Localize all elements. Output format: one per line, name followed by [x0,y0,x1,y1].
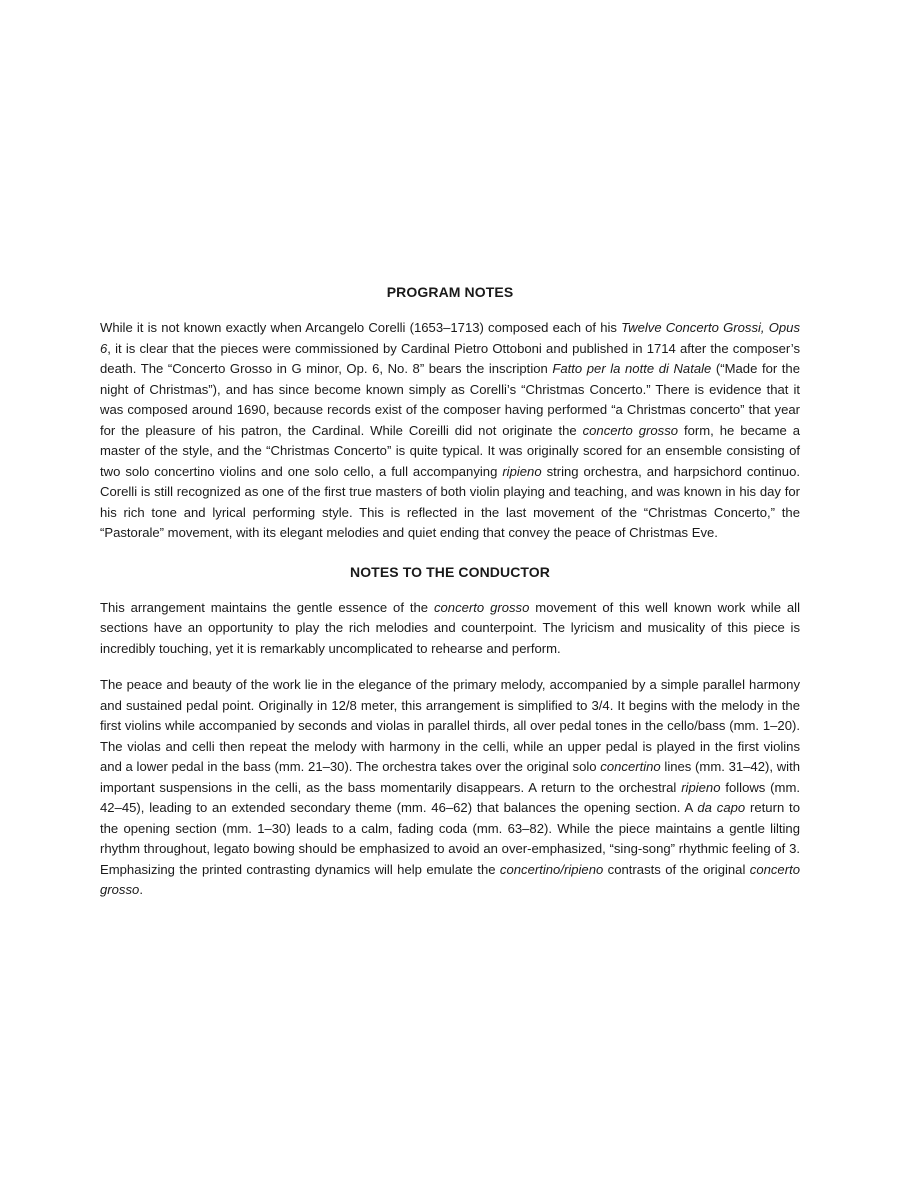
body-paragraph [100,598,800,660]
italic-text: concertino/ripieno [499,861,604,877]
italic-text: da capo [697,800,746,815]
italic-text: concerto grosso [100,861,800,897]
text-run: lines (mm. 31–42), with important suspensions in the celli, as the bass momentarily disappears. A return to the orchestral [100,759,800,795]
text-run: form, he became a master of the style, and the “Christmas Concerto” is quite typical. It was originally scored for an ensemble consisting of two solo concertino violins and one solo cello, a full accompanying [100,422,800,479]
italic-text: concerto grosso [433,599,530,615]
text-run: , it is clear that the pieces were commissioned by Cardinal Pietro Ottoboni and published in 1714 after the composer’s death. The “Concerto Grosso in G minor, Op. 6, No. 8” bears the inscription [100,340,800,376]
text-run: follows (mm. 42–45), leading to an extended secondary theme (mm. 46–62) that balances the opening section. A [100,779,800,815]
italic-text: Fatto per la notte di Natale [552,361,712,376]
section-heading: PROGRAM NOTES [386,284,514,300]
document-page [100,282,800,901]
text-run: This arrangement maintains the gentle essence of the [100,599,434,615]
italic-text: concerto grosso [582,422,679,438]
italic-text: Twelve Concerto Grossi, Opus 6 [100,320,800,356]
text-run: string orchestra, and harpsichord continuo. Corelli is still recognized as one of the first true masters of both violin playing and teaching, and was known in his day for his rich tone and lyrical performing style. This is reflected in the last movement of the “Christmas Concerto,” the “Pastorale” movement, with its elegant melodies and quiet ending that convey the peace of Christmas Eve. [100,463,800,540]
text-run: movement of this well known work while all sections have an opportunity to play the rich melodies and counterpoint. The lyricism and musicality of this piece is incredibly touching, yet it is remarkably uncomplicated to rehearse and perform. [100,599,800,656]
text-run: The peace and beauty of the work lie in the elegance of the primary melody, accompanied by a simple parallel harmony and sustained pedal point. Originally in 12/8 meter, this arrangement is simplified to 3/4. It begins with the melody in the first violins while accompanied by seconds and violas in parallel thirds, all over pedal tones in the cello/bass (mm. 1–20). The violas and celli then repeat the melody with harmony in the celli, while an upper pedal is played in the first violins and a lower pedal in the bass (mm. 21–30). The orchestra takes over the original solo [100,677,800,774]
italic-text: ripieno [502,463,542,479]
body-paragraph [100,675,800,901]
italic-text: concertino [600,759,661,774]
section-heading: NOTES TO THE CONDUCTOR [349,563,551,580]
text-run: . [139,882,143,897]
italic-text: ripieno [681,779,721,795]
text-run: (“Made for the night of Christmas”), and has since become known simply as Corelli’s “Christmas Concerto.” There is evidence that it was composed around 1690, because records exist of the composer having performed “a Christmas concerto” that year for the pleasure of his patron, the Cardinal. While Coreilli did not originate the [100,361,800,438]
text-run: While it is not known exactly when Arcangelo Corelli (1653–1713) composed each of his [100,320,622,335]
text-run: return to the opening section (mm. 1–30) leads to a calm, fading coda (mm. 63–82). While the piece maintains a gentle lilting rhythm throughout, legato bowing should be emphasized to avoid an over-emphasized, “sing-song” rhythmic feeling of 3. Emphasizing the printed contrasting dynamics will help emulate the [100,800,800,877]
body-paragraph [100,318,800,544]
text-run: contrasts of the original [603,861,750,877]
